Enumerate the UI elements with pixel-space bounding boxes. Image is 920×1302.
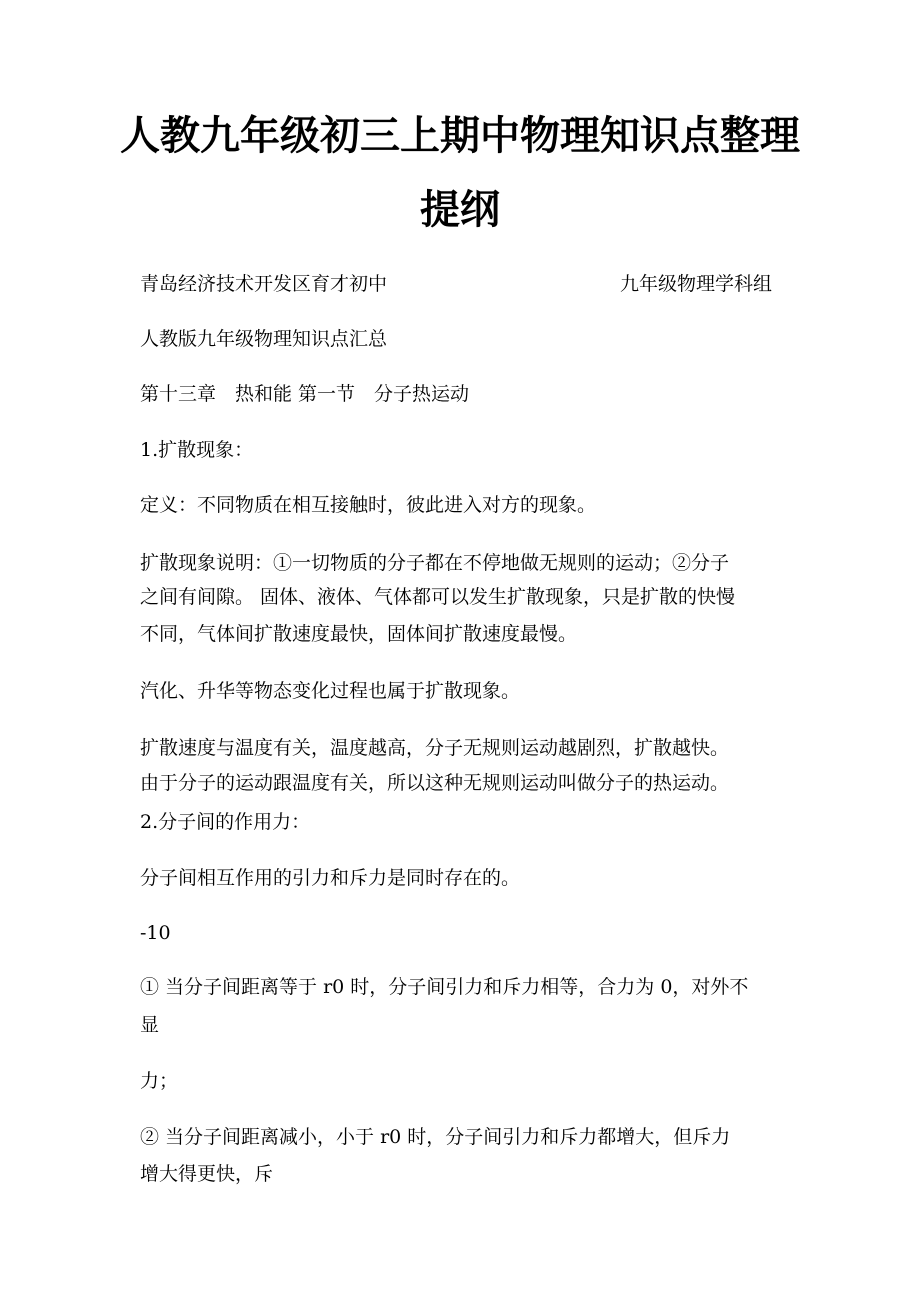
paragraph-line: 由于分子的运动跟温度有关，所以这种无规则运动叫做分子的热运动。	[140, 772, 730, 794]
paragraph-line: 之间有间隙。 固体、液体、气体都可以发生扩散现象，只是扩散的快慢	[140, 586, 736, 608]
paragraph-line: 分子间相互作用的引力和斥力是同时存在的。	[140, 867, 521, 889]
paragraph-line: 增大得更快，斥	[140, 1163, 274, 1185]
section-heading-diffusion: 1.扩散现象：	[140, 439, 254, 461]
paragraph-line: 扩散现象说明：①一切物质的分子都在不停地做无规则的运动；②分子	[140, 552, 730, 574]
school-name: 青岛经济技术开发区育才初中	[140, 273, 388, 295]
paragraph-line: 显	[140, 1014, 160, 1036]
subject-group: 九年级物理学科组	[619, 273, 772, 295]
document-title-line-1: 人教九年级初三上期中物理知识点整理	[120, 113, 800, 159]
section-heading-molecular-force: 2.分子间的作用力：	[140, 811, 311, 833]
paragraph-line: 不同，气体间扩散速度最快，固体间扩散速度最慢。	[140, 623, 578, 645]
paragraph-line: 扩散速度与温度有关，温度越高，分子无规则运动越剧烈，扩散越快。	[140, 737, 730, 759]
document-title-line-2: 提纲	[420, 187, 500, 233]
paragraph-line: 力；	[140, 1070, 179, 1092]
paragraph-line: 汽化、升华等物态变化过程也属于扩散现象。	[140, 680, 521, 702]
paragraph-line: ② 当分子间距离减小，小于 r0 时，分子间引力和斥力都增大，但斥力	[140, 1126, 731, 1148]
paragraph-line: 定义：不同物质在相互接触时，彼此进入对方的现象。	[140, 494, 597, 516]
chapter-heading: 第十三章 热和能 第一节 分子热运动	[140, 383, 470, 405]
summary-heading: 人教版九年级物理知识点汇总	[140, 328, 388, 350]
paragraph-line: -10	[140, 922, 171, 944]
paragraph-line: ① 当分子间距离等于 r0 时，分子间引力和斥力相等，合力为 0，对外不	[140, 976, 749, 998]
